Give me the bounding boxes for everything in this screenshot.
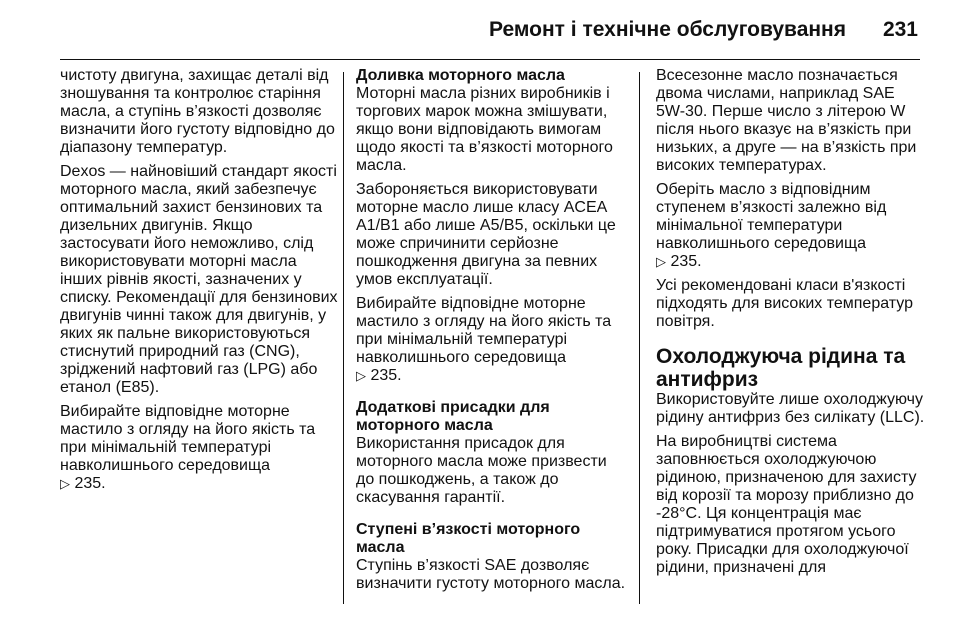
page-reference[interactable] bbox=[60, 475, 106, 492]
column-middle bbox=[356, 67, 626, 599]
header-rule bbox=[60, 59, 920, 60]
page-reference-number: 235. bbox=[74, 475, 106, 492]
paragraph: Всесезонне масло позначається двома числами, наприклад SAE 5W-30. Перше число з літерою W після нього вказує на в’язкість при низьких, а друге — на в’язкість при високих температурах. bbox=[656, 67, 917, 174]
page-reference[interactable] bbox=[656, 253, 702, 270]
section-heading: Ступені в’язкості моторного масла bbox=[356, 521, 581, 556]
paragraph-text: Вибирайте відповідне моторне мастило з огляду на його якість та при мінімальній температурі навколишнього середовища bbox=[60, 403, 316, 474]
column-left bbox=[60, 67, 338, 499]
paragraph bbox=[656, 181, 926, 271]
header-title: Ремонт і технічне обслуговування bbox=[489, 18, 846, 41]
paragraph: Моторні масла різних виробників і торгових марок можна змішувати, якщо вони відповідають вимогам щодо якості та в’язкості моторного масла. bbox=[356, 85, 613, 174]
page-header bbox=[0, 0, 960, 62]
page-reference-number: 235. bbox=[370, 367, 402, 384]
section-heading: Доливка моторного масла bbox=[356, 67, 565, 84]
section-heading: Додаткові присадки для моторного масла bbox=[356, 399, 550, 434]
paragraph bbox=[60, 403, 338, 493]
paragraph: Забороняється використовувати моторне масло лише класу ACEA A1/B1 або лише A5/B5, оскільки це може спричинити серйозне пошкодження двигуна за певних умов експлуатації. bbox=[356, 181, 616, 288]
page-number: 231 bbox=[882, 18, 918, 41]
paragraph: Ступінь в’язкості SAE дозволяє визначити густоту моторного масла. bbox=[356, 557, 626, 592]
paragraph: Використовуйте лише охолоджуючу рідину антифриз без силікату (LLC). bbox=[656, 391, 925, 426]
ref-arrow-icon: ▷ bbox=[656, 254, 666, 269]
section-heading-large: Охолоджуюча рідина та антифриз bbox=[656, 345, 906, 391]
page-reference[interactable] bbox=[356, 367, 402, 384]
ref-arrow-icon: ▷ bbox=[60, 476, 70, 491]
column-right bbox=[656, 67, 926, 583]
paragraph-text: Оберіть масло з відповідним ступенем в’язкості залежно від мінімальної температури навколишнього середовища bbox=[656, 181, 887, 252]
paragraph: чистоту двигуна, захищає деталі від зношування та контролює старіння масла, а ступінь в’язкості дозволяє визначити його густоту відповідно до діапазону температур. bbox=[60, 67, 335, 156]
column-divider bbox=[639, 72, 640, 604]
ref-arrow-icon: ▷ bbox=[356, 368, 366, 383]
paragraph: Dexos — найновіший стандарт якості моторного масла, який забезпечує оптимальний захист бензинових та дизельних двигунів. Якщо застосувати його неможливо, слід використовувати моторні масла інших рівнів якості, зазначених у списку. Рекомендації для бензинових двигунів чинні також для двигунів, у яких як пальне використовуються стиснутий природний газ (CNG), зріджений нафтовий газ (LPG) або етанол (E85). bbox=[60, 163, 338, 396]
column-divider bbox=[343, 72, 344, 604]
paragraph-text: Вибирайте відповідне моторне мастило з огляду на його якість та при мінімальній температурі навколишнього середовища bbox=[356, 295, 612, 366]
paragraph bbox=[356, 295, 626, 385]
page-reference-number: 235. bbox=[670, 253, 702, 270]
paragraph: На виробництві система заповнюється охолоджуючою рідиною, призначеною для захисту від корозії та морозу приблизно до -28°C. Ця концентрація має підтримуватися протягом усього року. Присадки для охолоджуючої рідини, призначені для bbox=[656, 433, 917, 576]
paragraph: Використання присадок для моторного масла може призвести до пошкоджень, а також до скасування гарантії. bbox=[356, 435, 607, 506]
paragraph: Усі рекомендовані класи в'язкості підходять для високих температур повітря. bbox=[656, 277, 913, 330]
